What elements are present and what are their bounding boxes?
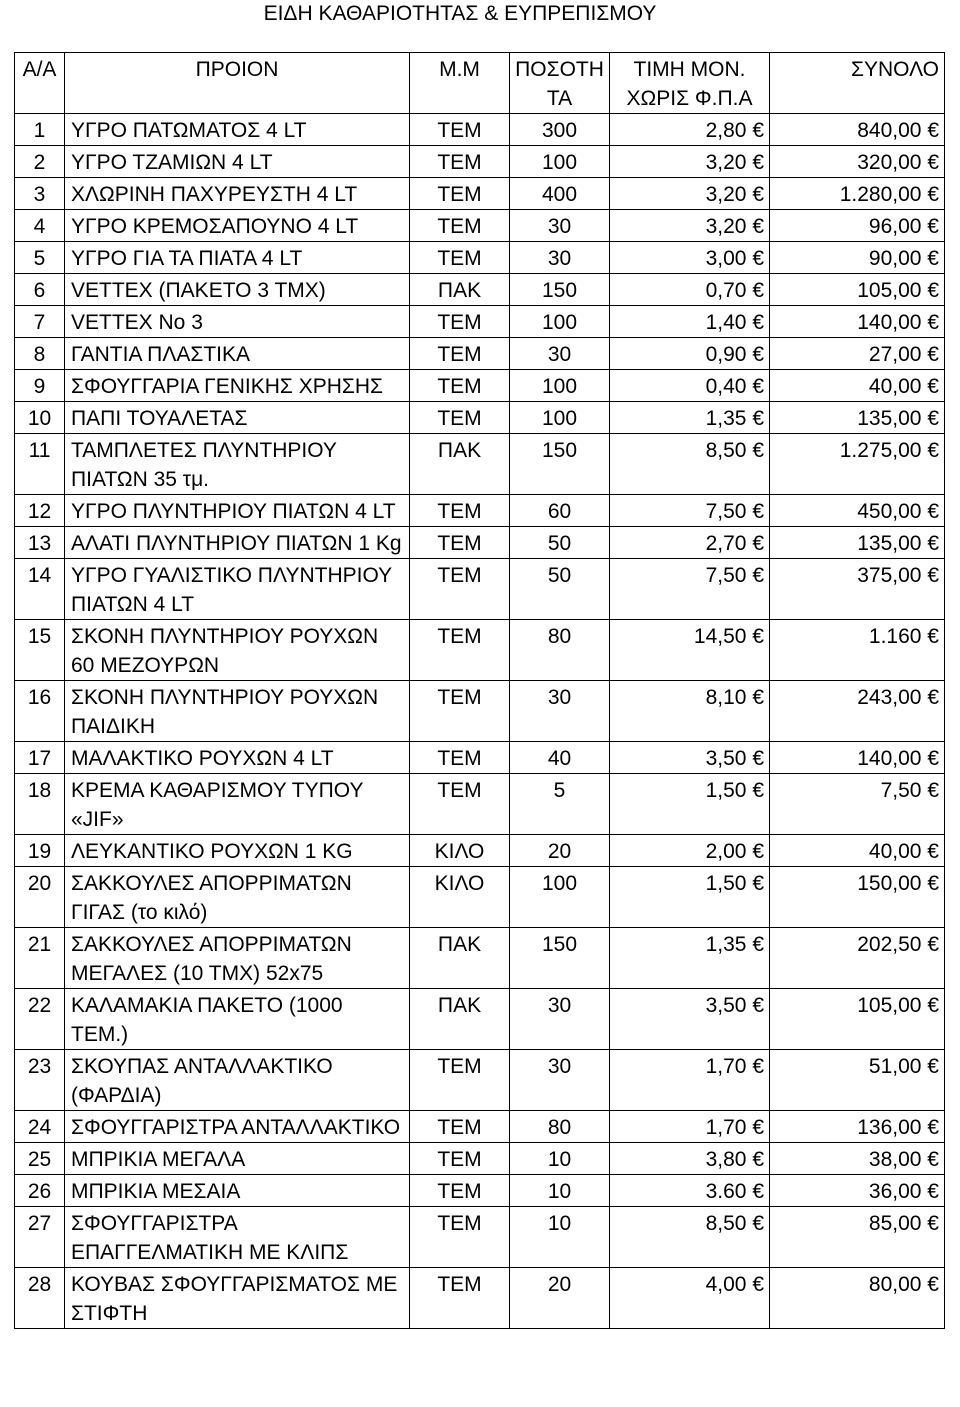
- cell-quantity: 30: [510, 989, 610, 1050]
- cell-product: ΜΠΡΙΚΙΑ ΜΕΣΑΙΑ: [65, 1175, 410, 1207]
- header-total: ΣΥΝΟΛΟ: [770, 53, 945, 114]
- table-row: [15, 1111, 945, 1143]
- cell-unit: ΤΕΜ: [410, 742, 510, 774]
- cell-quantity: 40: [510, 742, 610, 774]
- cell-unit: ΤΕΜ: [410, 1175, 510, 1207]
- table-row: [15, 1143, 945, 1175]
- cell-price: 1,50 €: [610, 774, 770, 835]
- cell-quantity: 20: [510, 1268, 610, 1329]
- cell-price: 1,35 €: [610, 402, 770, 434]
- cell-index: 22: [15, 989, 65, 1050]
- table-body: [15, 114, 945, 1329]
- table-row: [15, 434, 945, 495]
- cell-total: 243,00 €: [770, 681, 945, 742]
- table-row: [15, 274, 945, 306]
- cell-quantity: 10: [510, 1143, 610, 1175]
- cell-price: 7,50 €: [610, 559, 770, 620]
- cell-index: 15: [15, 620, 65, 681]
- cell-total: 38,00 €: [770, 1143, 945, 1175]
- cell-total: 140,00 €: [770, 742, 945, 774]
- table-row: [15, 1268, 945, 1329]
- cell-index: 18: [15, 774, 65, 835]
- cell-unit: ΤΕΜ: [410, 559, 510, 620]
- cell-index: 28: [15, 1268, 65, 1329]
- cell-unit: ΤΕΜ: [410, 1268, 510, 1329]
- table-row: [15, 210, 945, 242]
- table-row: [15, 1050, 945, 1111]
- cell-price: 8,50 €: [610, 1207, 770, 1268]
- cell-unit: ΤΕΜ: [410, 146, 510, 178]
- table-row: [15, 620, 945, 681]
- document-title: ΕΙΔΗ ΚΑΘΑΡΙΟΤΗΤΑΣ & ΕΥΠΡΕΠΙΣΜΟΥ: [263, 2, 657, 25]
- cell-total: 202,50 €: [770, 928, 945, 989]
- cell-product: ΥΓΡΟ ΤΖΑΜΙΩΝ 4 LT: [65, 146, 410, 178]
- cell-price: 2,80 €: [610, 114, 770, 146]
- cell-unit: ΤΕΜ: [410, 370, 510, 402]
- cell-total: 85,00 €: [770, 1207, 945, 1268]
- cell-price: 3,50 €: [610, 989, 770, 1050]
- cell-total: 80,00 €: [770, 1268, 945, 1329]
- cell-price: 3,20 €: [610, 178, 770, 210]
- cell-total: 136,00 €: [770, 1111, 945, 1143]
- cell-price: 2,00 €: [610, 835, 770, 867]
- cell-index: 17: [15, 742, 65, 774]
- cell-total: 40,00 €: [770, 370, 945, 402]
- cell-total: 40,00 €: [770, 835, 945, 867]
- cell-index: 26: [15, 1175, 65, 1207]
- cell-quantity: 30: [510, 242, 610, 274]
- cell-index: 10: [15, 402, 65, 434]
- cell-price: 0,40 €: [610, 370, 770, 402]
- cell-unit: ΤΕΜ: [410, 114, 510, 146]
- cell-total: 1.160 €: [770, 620, 945, 681]
- cell-price: 14,50 €: [610, 620, 770, 681]
- cell-price: 3,50 €: [610, 742, 770, 774]
- table-row: [15, 559, 945, 620]
- cell-unit: ΠΑΚ: [410, 434, 510, 495]
- cell-quantity: 100: [510, 306, 610, 338]
- cell-index: 3: [15, 178, 65, 210]
- table-row: [15, 178, 945, 210]
- cell-index: 14: [15, 559, 65, 620]
- header-product: ΠΡΟΙΟΝ: [65, 53, 410, 114]
- cell-product: ΣΚΟΝΗ ΠΛΥΝΤΗΡΙΟΥ ΡΟΥΧΩΝ ΠΑΙΔΙΚΗ: [65, 681, 410, 742]
- cell-index: 11: [15, 434, 65, 495]
- cell-unit: ΚΙΛΟ: [410, 867, 510, 928]
- cell-unit: ΤΕΜ: [410, 1050, 510, 1111]
- cell-index: 9: [15, 370, 65, 402]
- table-row: [15, 867, 945, 928]
- cell-price: 3,00 €: [610, 242, 770, 274]
- table-row: [15, 495, 945, 527]
- cell-product: ΥΓΡΟ ΓΙΑ ΤΑ ΠΙΑΤΑ 4 LT: [65, 242, 410, 274]
- products-table: [14, 52, 945, 1329]
- table-row: [15, 306, 945, 338]
- cell-quantity: 10: [510, 1175, 610, 1207]
- cell-price: 1,70 €: [610, 1111, 770, 1143]
- table-row: [15, 1207, 945, 1268]
- cell-index: 13: [15, 527, 65, 559]
- cell-total: 135,00 €: [770, 527, 945, 559]
- cell-quantity: 50: [510, 527, 610, 559]
- cell-product: ΚΑΛΑΜΑΚΙΑ ΠΑΚΕΤΟ (1000 ΤΕΜ.): [65, 989, 410, 1050]
- table-row: [15, 928, 945, 989]
- cell-product: ΜΠΡΙΚΙΑ ΜΕΓΑΛΑ: [65, 1143, 410, 1175]
- cell-total: 450,00 €: [770, 495, 945, 527]
- cell-index: 2: [15, 146, 65, 178]
- cell-product: ΣΑΚΚΟΥΛΕΣ ΑΠΟΡΡΙΜΑΤΩΝ ΓΙΓΑΣ (το κιλό): [65, 867, 410, 928]
- cell-index: 1: [15, 114, 65, 146]
- cell-index: 8: [15, 338, 65, 370]
- cell-index: 24: [15, 1111, 65, 1143]
- cell-index: 20: [15, 867, 65, 928]
- cell-quantity: 10: [510, 1207, 610, 1268]
- cell-index: 16: [15, 681, 65, 742]
- cell-product: ΣΦΟΥΓΓΑΡΙΣΤΡΑ ΕΠΑΓΓΕΛΜΑΤΙΚΗ ΜΕ ΚΛΙΠΣ: [65, 1207, 410, 1268]
- cell-quantity: 30: [510, 210, 610, 242]
- cell-product: ΣΑΚΚΟΥΛΕΣ ΑΠΟΡΡΙΜΑΤΩΝ ΜΕΓΑΛΕΣ (10 ΤΜΧ) 52x75: [65, 928, 410, 989]
- cell-unit: ΤΕΜ: [410, 402, 510, 434]
- cell-quantity: 80: [510, 620, 610, 681]
- cell-quantity: 100: [510, 370, 610, 402]
- cell-unit: ΤΕΜ: [410, 495, 510, 527]
- cell-product: ΚΟΥΒΑΣ ΣΦΟΥΓΓΑΡΙΣΜΑΤΟΣ ΜΕ ΣΤΙΦΤΗ: [65, 1268, 410, 1329]
- cell-index: 5: [15, 242, 65, 274]
- cell-total: 840,00 €: [770, 114, 945, 146]
- cell-index: 12: [15, 495, 65, 527]
- cell-product: ΚΡΕΜΑ ΚΑΘΑΡΙΣΜΟΥ ΤΥΠΟΥ «JIF»: [65, 774, 410, 835]
- cell-quantity: 300: [510, 114, 610, 146]
- cell-unit: ΤΕΜ: [410, 242, 510, 274]
- cell-price: 1,70 €: [610, 1050, 770, 1111]
- cell-price: 8,50 €: [610, 434, 770, 495]
- cell-price: 3.60 €: [610, 1175, 770, 1207]
- cell-index: 21: [15, 928, 65, 989]
- cell-product: ΥΓΡΟ ΓΥΑΛΙΣΤΙΚΟ ΠΛΥΝΤΗΡΙΟΥ ΠΙΑΤΩΝ 4 LT: [65, 559, 410, 620]
- cell-product: ΥΓΡΟ ΠΑΤΩΜΑΤΟΣ 4 LT: [65, 114, 410, 146]
- cell-product: VETTEX No 3: [65, 306, 410, 338]
- cell-product: ΣΦΟΥΓΓΑΡΙΣΤΡΑ ΑΝΤΑΛΛΑΚΤΙΚΟ: [65, 1111, 410, 1143]
- header-quantity: ΠΟΣΟΤΗ ΤΑ: [510, 53, 610, 114]
- table-header-row: [15, 53, 945, 114]
- table-row: [15, 242, 945, 274]
- cell-quantity: 100: [510, 146, 610, 178]
- cell-product: ΤΑΜΠΛΕΤΕΣ ΠΛΥΝΤΗΡΙΟΥ ΠΙΑΤΩΝ 35 τμ.: [65, 434, 410, 495]
- cell-product: ΣΚΟΝΗ ΠΛΥΝΤΗΡΙΟΥ ΡΟΥΧΩΝ 60 ΜΕΖΟΥΡΩΝ: [65, 620, 410, 681]
- table-row: [15, 114, 945, 146]
- cell-quantity: 150: [510, 928, 610, 989]
- cell-quantity: 20: [510, 835, 610, 867]
- cell-unit: ΤΕΜ: [410, 681, 510, 742]
- cell-index: 6: [15, 274, 65, 306]
- cell-product: ΥΓΡΟ ΠΛΥΝΤΗΡΙΟΥ ΠΙΑΤΩΝ 4 LT: [65, 495, 410, 527]
- cell-product: ΛΕΥΚΑΝΤΙΚΟ ΡΟΥΧΩΝ 1 KG: [65, 835, 410, 867]
- cell-quantity: 50: [510, 559, 610, 620]
- cell-unit: ΤΕΜ: [410, 1143, 510, 1175]
- cell-product: ΣΦΟΥΓΓΑΡΙΑ ΓΕΝΙΚΗΣ ΧΡΗΣΗΣ: [65, 370, 410, 402]
- header-index: Α/Α: [15, 53, 65, 114]
- cell-unit: ΤΕΜ: [410, 178, 510, 210]
- cell-price: 3,20 €: [610, 146, 770, 178]
- cell-total: 150,00 €: [770, 867, 945, 928]
- cell-product: ΜΑΛΑΚΤΙΚΟ ΡΟΥΧΩΝ 4 LT: [65, 742, 410, 774]
- cell-total: 51,00 €: [770, 1050, 945, 1111]
- cell-unit: ΚΙΛΟ: [410, 835, 510, 867]
- cell-total: 96,00 €: [770, 210, 945, 242]
- cell-product: ΥΓΡΟ ΚΡΕΜΟΣΑΠΟΥΝΟ 4 LT: [65, 210, 410, 242]
- cell-price: 1,40 €: [610, 306, 770, 338]
- cell-unit: ΤΕΜ: [410, 774, 510, 835]
- cell-quantity: 150: [510, 434, 610, 495]
- cell-quantity: 60: [510, 495, 610, 527]
- cell-total: 1.280,00 €: [770, 178, 945, 210]
- cell-total: 140,00 €: [770, 306, 945, 338]
- cell-product: ΑΛΑΤΙ ΠΛΥΝΤΗΡΙΟΥ ΠΙΑΤΩΝ 1 Kg: [65, 527, 410, 559]
- cell-total: 320,00 €: [770, 146, 945, 178]
- cell-total: 1.275,00 €: [770, 434, 945, 495]
- cell-total: 7,50 €: [770, 774, 945, 835]
- cell-quantity: 30: [510, 681, 610, 742]
- cell-unit: ΤΕΜ: [410, 527, 510, 559]
- cell-unit: ΠΑΚ: [410, 274, 510, 306]
- cell-quantity: 80: [510, 1111, 610, 1143]
- cell-price: 3,20 €: [610, 210, 770, 242]
- cell-price: 1,50 €: [610, 867, 770, 928]
- cell-unit: ΠΑΚ: [410, 928, 510, 989]
- cell-product: ΓΑΝΤΙΑ ΠΛΑΣΤΙΚΑ: [65, 338, 410, 370]
- cell-total: 135,00 €: [770, 402, 945, 434]
- table-row: [15, 338, 945, 370]
- cell-total: 375,00 €: [770, 559, 945, 620]
- cell-unit: ΠΑΚ: [410, 989, 510, 1050]
- table-row: [15, 370, 945, 402]
- cell-unit: ΤΕΜ: [410, 1207, 510, 1268]
- cell-quantity: 30: [510, 1050, 610, 1111]
- table-row: [15, 742, 945, 774]
- cell-index: 23: [15, 1050, 65, 1111]
- cell-index: 19: [15, 835, 65, 867]
- cell-price: 4,00 €: [610, 1268, 770, 1329]
- cell-quantity: 30: [510, 338, 610, 370]
- table-row: [15, 774, 945, 835]
- cell-product: ΣΚΟΥΠΑΣ ΑΝΤΑΛΛΑΚΤΙΚΟ (ΦΑΡΔΙΑ): [65, 1050, 410, 1111]
- cell-unit: ΤΕΜ: [410, 620, 510, 681]
- cell-price: 8,10 €: [610, 681, 770, 742]
- table-row: [15, 681, 945, 742]
- cell-product: ΧΛΩΡΙΝΗ ΠΑΧΥΡΕΥΣΤΗ 4 LT: [65, 178, 410, 210]
- cell-index: 27: [15, 1207, 65, 1268]
- cell-quantity: 100: [510, 867, 610, 928]
- cell-quantity: 100: [510, 402, 610, 434]
- cell-unit: ΤΕΜ: [410, 1111, 510, 1143]
- header-price: ΤΙΜΗ ΜΟΝ. ΧΩΡΙΣ Φ.Π.Α: [610, 53, 770, 114]
- cell-unit: ΤΕΜ: [410, 338, 510, 370]
- table-row: [15, 402, 945, 434]
- cell-price: 2,70 €: [610, 527, 770, 559]
- cell-unit: ΤΕΜ: [410, 306, 510, 338]
- cell-product: ΠΑΠΙ ΤΟΥΑΛΕΤΑΣ: [65, 402, 410, 434]
- cell-index: 7: [15, 306, 65, 338]
- cell-price: 0,70 €: [610, 274, 770, 306]
- cell-index: 25: [15, 1143, 65, 1175]
- table-row: [15, 989, 945, 1050]
- cell-quantity: 150: [510, 274, 610, 306]
- cell-unit: ΤΕΜ: [410, 210, 510, 242]
- cell-price: 1,35 €: [610, 928, 770, 989]
- cell-product: VETTEX (ΠΑΚΕΤΟ 3 ΤΜΧ): [65, 274, 410, 306]
- table-row: [15, 1175, 945, 1207]
- cell-price: 7,50 €: [610, 495, 770, 527]
- cell-quantity: 5: [510, 774, 610, 835]
- cell-total: 36,00 €: [770, 1175, 945, 1207]
- cell-quantity: 400: [510, 178, 610, 210]
- cell-total: 27,00 €: [770, 338, 945, 370]
- cell-total: 105,00 €: [770, 274, 945, 306]
- header-unit: Μ.Μ: [410, 53, 510, 114]
- cell-total: 90,00 €: [770, 242, 945, 274]
- table-row: [15, 835, 945, 867]
- table-row: [15, 527, 945, 559]
- table-row: [15, 146, 945, 178]
- cell-price: 0,90 €: [610, 338, 770, 370]
- cell-total: 105,00 €: [770, 989, 945, 1050]
- cell-price: 3,80 €: [610, 1143, 770, 1175]
- cell-index: 4: [15, 210, 65, 242]
